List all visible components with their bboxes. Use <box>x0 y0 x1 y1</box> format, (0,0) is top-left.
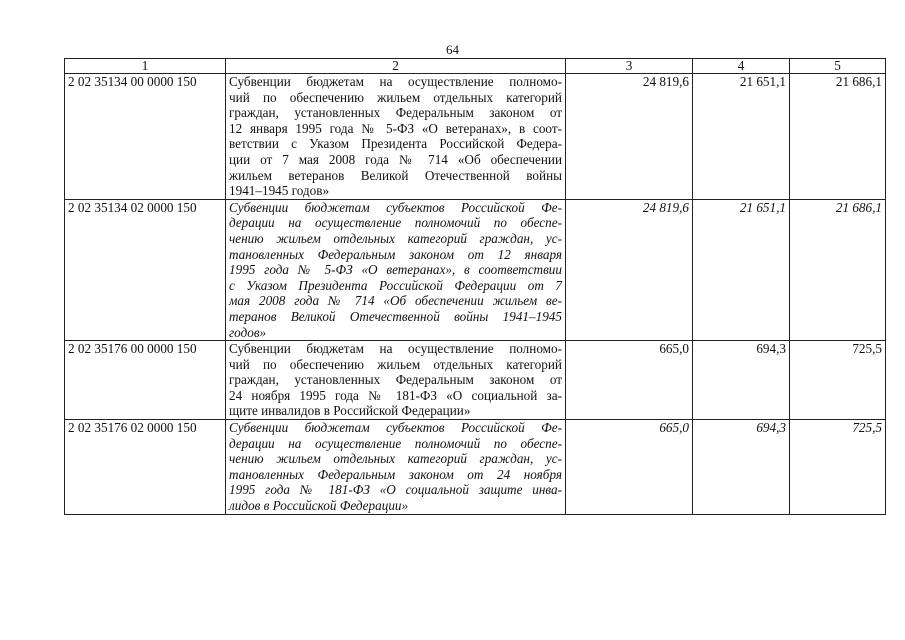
description-cell <box>226 341 566 420</box>
value-cell-col-3: 665,0 <box>566 341 693 420</box>
description-line: Субвенции бюджетам на осуществление полномо- <box>229 341 562 357</box>
description-line: Субвенции бюджетам субъектов Российской Фе- <box>229 199 562 215</box>
table-row <box>65 199 886 340</box>
page-number: 64 <box>446 42 459 57</box>
value-cell-col-5: 725,5 <box>790 341 886 420</box>
value-cell-col-4: 694,3 <box>693 341 790 420</box>
description-line: щите инвалидов в Российской Федерации» <box>229 403 471 419</box>
description-cell <box>226 74 566 200</box>
description-line: ции от 7 мая 2008 года № 714 «Об обеспечении <box>229 151 562 167</box>
description-cell <box>226 420 566 515</box>
budget-table <box>64 58 886 515</box>
description-line: 12 января 1995 года № 5-ФЗ «О ветеранах», в соот- <box>229 120 562 136</box>
budget-code-cell: 2 02 35134 02 0000 150 <box>65 199 226 340</box>
description-line: мая 2008 года № 714 «Об обеспечении жильем ве- <box>229 293 562 309</box>
budget-code-cell: 2 02 35176 00 0000 150 <box>65 341 226 420</box>
column-header-value-3: 3 <box>566 59 693 74</box>
description-line: тановленных Федеральным законом от 24 ноября <box>229 466 562 482</box>
column-header-description: 2 <box>226 59 566 74</box>
column-header-value-5: 5 <box>790 59 886 74</box>
table-row <box>65 341 886 420</box>
table-row <box>65 420 886 515</box>
budget-code-cell: 2 02 35176 02 0000 150 <box>65 420 226 515</box>
column-header-code: 1 <box>65 59 226 74</box>
description-line: дерации на осуществление полномочий по обеспе- <box>229 215 562 231</box>
description-line: Субвенции бюджетам субъектов Российской Фе- <box>229 420 562 436</box>
description-cell <box>226 199 566 340</box>
value-cell-col-4: 694,3 <box>693 420 790 515</box>
description-line: годов» <box>229 324 267 340</box>
description-line: Субвенции бюджетам на осуществление полномо- <box>229 74 562 89</box>
description-line: 1941–1945 годов» <box>229 183 330 199</box>
description-line: граждан, установленных Федеральным законом от <box>229 372 562 388</box>
value-cell-col-3: 665,0 <box>566 420 693 515</box>
description-line: тановленных Федеральным законом от 12 января <box>229 246 562 262</box>
description-line: теранов Великой Отечественной войны 1941–1945 <box>229 308 562 324</box>
description-line: чению жильем отдельных категорий граждан, ус- <box>229 451 562 467</box>
column-header-value-4: 4 <box>693 59 790 74</box>
description-line: с Указом Президента Российской Федерации от 7 <box>229 277 562 293</box>
description-line: дерации на осуществление полномочий по обеспе- <box>229 435 562 451</box>
description-line: 24 ноября 1995 года № 181-ФЗ «О социальной за- <box>229 387 562 403</box>
value-cell-col-5: 21 686,1 <box>790 74 886 200</box>
value-cell-col-5: 725,5 <box>790 420 886 515</box>
description-line: ветствии с Указом Президента Российской Федера- <box>229 136 562 152</box>
description-line: чий по обеспечению жильем отдельных категорий <box>229 89 562 105</box>
description-line: чению жильем отдельных категорий граждан, ус- <box>229 230 562 246</box>
description-line: 1995 года № 5-ФЗ «О ветеранах», в соответствии <box>229 262 562 278</box>
table-header-row <box>65 59 886 74</box>
table-row <box>65 74 886 200</box>
value-cell-col-5: 21 686,1 <box>790 199 886 340</box>
value-cell-col-4: 21 651,1 <box>693 74 790 200</box>
value-cell-col-4: 21 651,1 <box>693 199 790 340</box>
description-line: лидов в Российской Федерации» <box>229 498 409 514</box>
value-cell-col-3: 24 819,6 <box>566 74 693 200</box>
description-line: 1995 года № 181-ФЗ «О социальной защите инва- <box>229 482 562 498</box>
description-line: чий по обеспечению жильем отдельных категорий <box>229 356 562 372</box>
description-line: жильем ветеранов Великой Отечественной войны <box>229 167 562 183</box>
description-line: граждан, установленных Федеральным законом от <box>229 105 562 121</box>
value-cell-col-3: 24 819,6 <box>566 199 693 340</box>
budget-code-cell: 2 02 35134 00 0000 150 <box>65 74 226 200</box>
table-body <box>65 74 886 515</box>
